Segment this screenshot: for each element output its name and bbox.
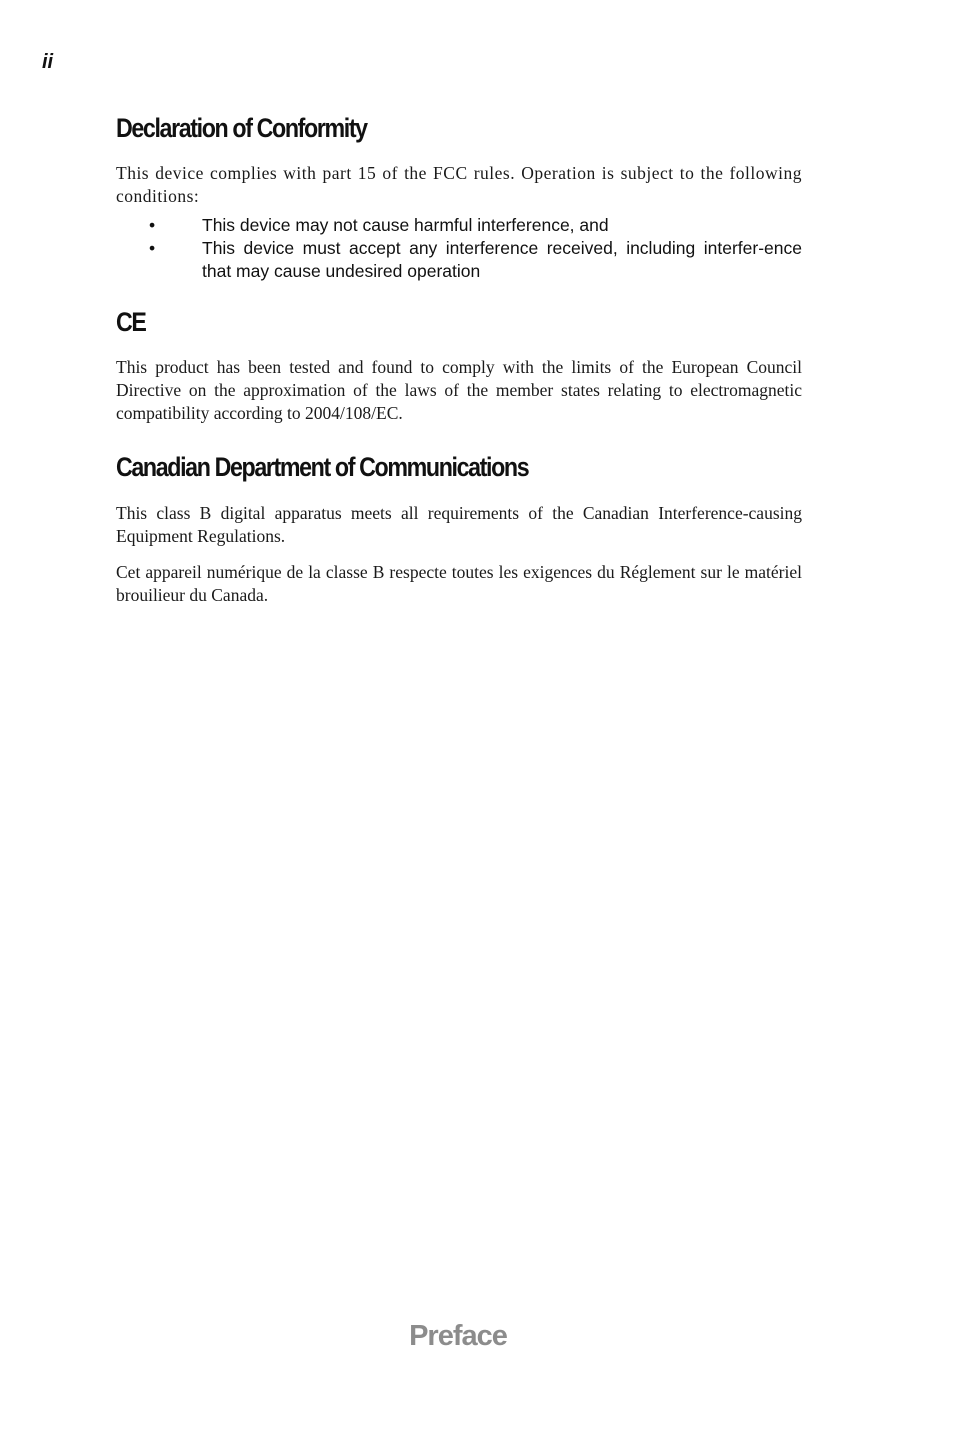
page-number: ii	[42, 51, 54, 73]
bullet-icon: •	[149, 215, 156, 235]
list-item-text: This device must accept any interference received, including interfer-ence that may cause undesired operation	[202, 238, 802, 281]
canadian-heading: Canadian Department of Communications	[116, 452, 529, 482]
ce-text: This product has been tested and found to comply with the limits of the European Council Directive on the approximation of the laws of the member states relating to electromagnetic compatibility according to 2004/108/EC.	[116, 357, 802, 423]
footer-section-title: Preface	[409, 1320, 507, 1352]
list-item	[116, 237, 802, 283]
bullet-icon: •	[149, 238, 156, 258]
ce-heading: CE	[116, 307, 146, 337]
list-item	[116, 214, 802, 237]
declaration-heading: Declaration of Conformity	[116, 113, 367, 143]
canadian-text-english: This class B digital apparatus meets all requirements of the Canadian Interference-causing Equipment Regulations.	[116, 503, 802, 546]
list-item-text: This device may not cause harmful interference, and	[202, 215, 609, 235]
canadian-text-french: Cet appareil numérique de la classe B respecte toutes les exigences du Réglement sur le matériel brouilieur du Canada.	[116, 562, 802, 605]
declaration-conditions-list	[116, 214, 802, 283]
declaration-intro: This device complies with part 15 of the FCC rules. Operation is subject to the following conditions:	[116, 163, 802, 206]
